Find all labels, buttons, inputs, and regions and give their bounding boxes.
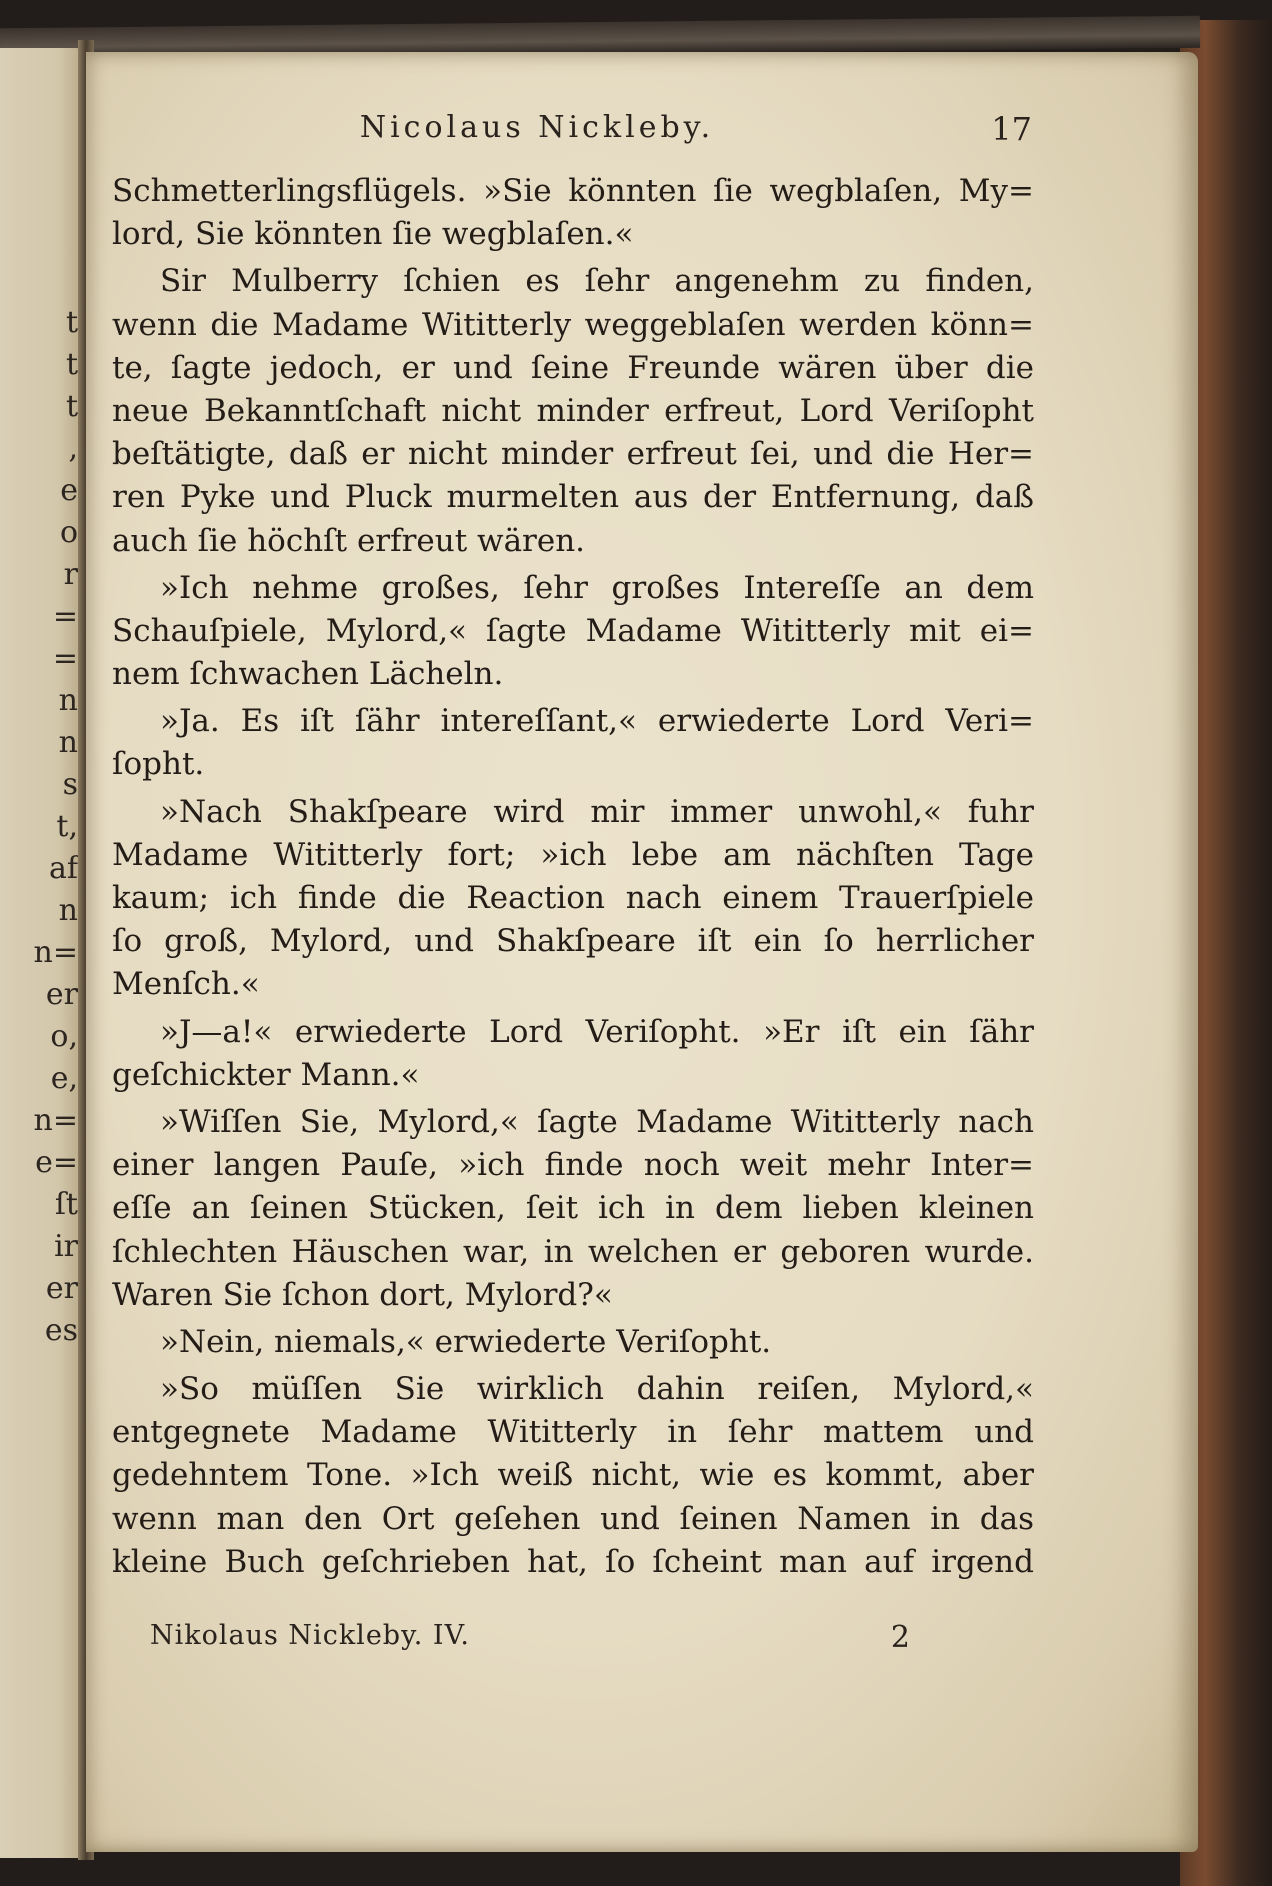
page-footer: [150, 1620, 910, 1660]
text-line: »Nein, niemals,« erwiederte Veriſopht.: [160, 1323, 772, 1360]
previous-page-fragment: ir: [54, 1229, 78, 1264]
text-line: »Wiſſen Sie, Mylord,« ſagte Madame Wititterly nach: [160, 1103, 1034, 1140]
text-line: Menſch.«: [112, 966, 260, 1003]
text-line: »Nach Shakſpeare wird mir immer unwohl,« fuhr: [160, 793, 1034, 830]
running-title: Nicolaus Nickleby.: [359, 110, 715, 145]
previous-page-fragment: es: [44, 1313, 78, 1348]
previous-page-fragment: af: [49, 851, 78, 886]
previous-page-fragment: n: [58, 893, 78, 928]
text-line: eſſe an ſeinen Stücken, ſeit ich in dem lieben kleinen: [112, 1190, 1034, 1227]
previous-page-fragment: n: [58, 725, 78, 760]
previous-page-fragment: n: [58, 683, 78, 718]
text-line: ren Pyke und Pluck murmelten aus der Entfernung, daß: [112, 479, 1034, 516]
previous-page-fragment: o,: [50, 1019, 78, 1054]
text-line: »So müſſen Sie wirklich dahin reiſen, Mylord,«: [160, 1371, 1034, 1408]
text-line: einer langen Pauſe, »ich finde noch weit mehr Inter=: [112, 1147, 1034, 1184]
text-line: »Ja. Es iſt ſähr intereſſant,« erwiederte Lord Veri=: [160, 703, 1034, 740]
text-line: neue Bekanntſchaft nicht minder erfreut, Lord Veriſopht: [112, 392, 1034, 429]
text-line: te, ſagte jedoch, er und ſeine Freunde wären über die: [112, 349, 1034, 386]
text-line: geſchickter Mann.«: [112, 1056, 420, 1093]
text-line: kleine Buch geſchrieben hat, ſo ſcheint man auf irgend: [112, 1543, 1034, 1580]
previous-page-fragment: er: [45, 977, 78, 1012]
text-line: Schauſpiele, Mylord,« ſagte Madame Wititterly mit ei=: [112, 612, 1034, 649]
signature-mark: 2: [890, 1620, 910, 1655]
previous-page-fragment: t: [65, 305, 78, 340]
text-line: »Ich nehme großes, ſehr großes Intereſſe an dem: [160, 569, 1034, 606]
text-line: Sir Mulberry ſchien es ſehr angenehm zu finden,: [160, 263, 1034, 300]
text-line: ſopht.: [112, 746, 205, 783]
previous-page-fragment: e=: [35, 1145, 78, 1180]
previous-page-fragment: ,: [68, 431, 78, 466]
text-line: lord, Sie könnten ſie wegblaſen.«: [112, 216, 634, 253]
previous-page-fragment: t: [65, 347, 78, 382]
page-header: [112, 110, 1032, 160]
page-number: 17: [991, 110, 1032, 148]
printer-signature: Nikolaus Nickleby. IV.: [150, 1620, 470, 1651]
text-line: Madame Wititterly fort; »ich lebe am nächſten Tage: [112, 836, 1034, 873]
text-line: kaum; ich finde die Reaction nach einem Trauerſpiele: [112, 880, 1034, 916]
text-line: Schmetterlingsflügels. »Sie könnten ſie wegblaſen, My=: [112, 173, 1034, 209]
previous-page-fragment: e: [60, 473, 78, 508]
previous-page-fragment: =: [52, 599, 78, 634]
previous-page-fragment: n=: [33, 1103, 78, 1138]
text-line: beſtätigte, daß er nicht minder erfreut ſei, und die Her=: [112, 436, 1034, 473]
previous-page-fragment: ſt: [54, 1187, 78, 1222]
previous-page-fragment: e,: [50, 1061, 78, 1096]
text-line: ſo groß, Mylord, und Shakſpeare iſt ein ſo herrlicher: [112, 923, 1034, 960]
previous-page-fragment: t,: [56, 809, 78, 844]
text-line: »J—a!« erwiederte Lord Veriſopht. »Er iſt ein ſähr: [160, 1013, 1034, 1050]
text-line: entgegnete Madame Wititterly in ſehr mattem und: [112, 1414, 1034, 1451]
text-line: wenn die Madame Wititterly weggeblaſen werden könn=: [112, 306, 1034, 343]
text-line: Waren Sie ſchon dort, Mylord?«: [112, 1276, 613, 1313]
previous-page-fragment: er: [45, 1271, 78, 1306]
previous-page-fragment: =: [52, 641, 78, 676]
previous-page-fragment: t: [65, 389, 78, 424]
text-line: auch ſie höchſt erfreut wären.: [112, 522, 586, 559]
text-line: nem ſchwachen Lächeln.: [112, 656, 504, 693]
text-line: gedehntem Tone. »Ich weiß nicht, wie es kommt, aber: [112, 1457, 1034, 1494]
text-line: wenn man den Ort geſehen und ſeinen Namen in das: [112, 1500, 1034, 1537]
previous-page-fragment: o: [59, 515, 78, 550]
previous-page-edge: [0, 48, 84, 1858]
previous-page-fragment: r: [63, 557, 78, 592]
previous-page-fragment: s: [62, 767, 78, 802]
previous-page-fragment: n=: [33, 935, 78, 970]
body-text: [112, 170, 1034, 1584]
text-line: ſchlechten Häuschen war, in welchen er geboren wurde.: [112, 1233, 1034, 1270]
